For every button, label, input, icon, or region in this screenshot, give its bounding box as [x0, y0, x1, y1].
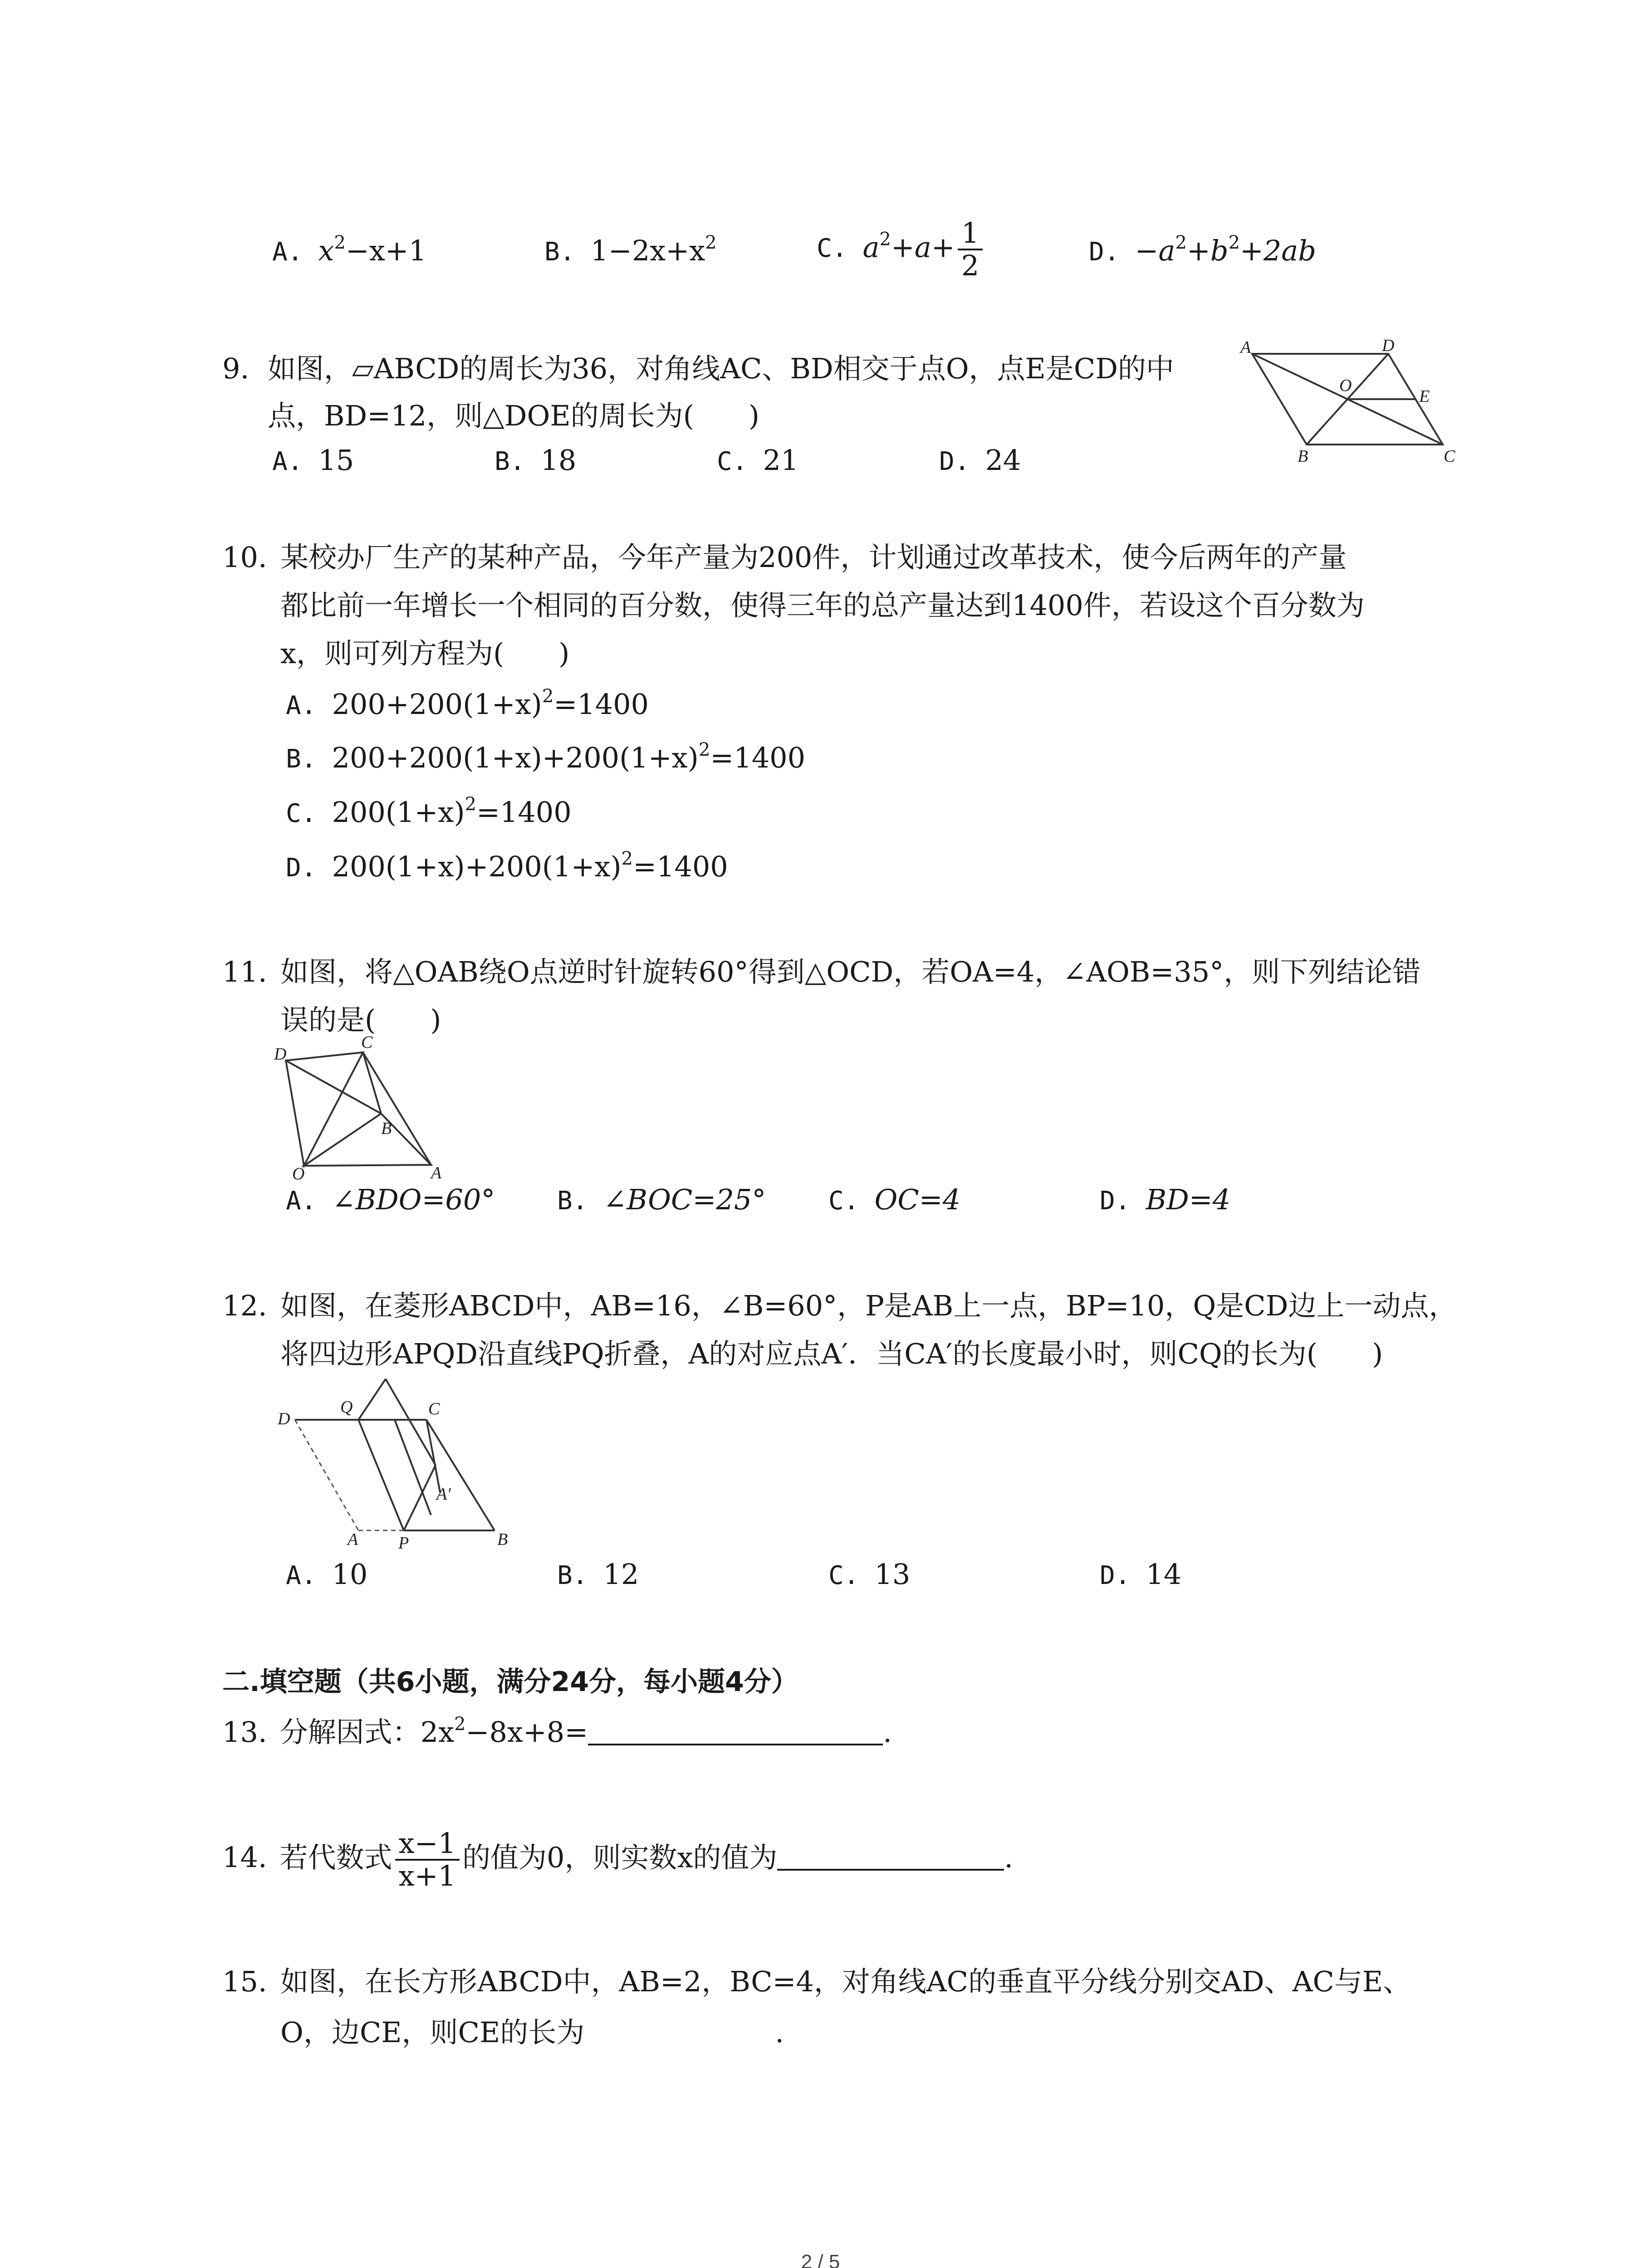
- q12-label-d: D: [278, 1409, 290, 1428]
- q10-line2: 都比前一年增长一个相同的百分数，使得三年的总产量达到1400件，若设这个百分数为: [280, 589, 1365, 622]
- q10-line3: x，则可列方程为( ): [280, 637, 570, 670]
- q10-option-b: B. $200+200(1+x)+200(1+x)^2=1400$: [286, 739, 806, 774]
- q8-option-b: B. $1-2x+x^2$: [544, 232, 717, 267]
- q12-option-a: A. 10: [286, 1558, 368, 1591]
- q9-option-a: A. 15: [272, 444, 354, 477]
- q12-label-c: C: [428, 1399, 440, 1418]
- q12-label-p: P: [398, 1534, 409, 1553]
- q11-label-b: B: [381, 1119, 392, 1138]
- q9-line2: 点，BD=12，则△DOE的周长为( ): [268, 399, 759, 432]
- q12-option-c: C. 13: [828, 1558, 911, 1591]
- q12-option-d: D. 14: [1100, 1558, 1182, 1591]
- q9-parallelogram-figure: [1234, 336, 1470, 472]
- q11-label-o: O: [292, 1164, 305, 1183]
- q12-label-q: Q: [340, 1398, 353, 1417]
- q12-line1: 如图，在菱形ABCD中，AB=16，∠B=60°，P是AB上一点，BP=10，Q是CD边上一动点，: [280, 1289, 1457, 1322]
- q11-label-c: C: [361, 1033, 373, 1052]
- q8-option-c: C. $a^2+a+$ $\frac{1}{2}$: [817, 218, 985, 281]
- q15-line1: 如图，在长方形ABCD中，AB=2，BC=4，对角线AC的垂直平分线分别交AD、AC与E、: [280, 1965, 1411, 1998]
- q8-option-d: D. $-a^2+b^2+2ab$: [1089, 232, 1316, 267]
- q11-option-b: B. ∠BOC=25°: [557, 1183, 766, 1216]
- q12-number: 12.: [222, 1289, 267, 1322]
- q9-label-a: A: [1240, 338, 1251, 357]
- q12-rhombus-figure: [272, 1365, 526, 1556]
- q12-label-a: A: [348, 1530, 358, 1549]
- q10-option-a: A. $200+200(1+x)^2=1400$: [286, 686, 649, 721]
- question-13: 13. 分解因式：$2x^2-8x+8=$ .: [222, 1714, 892, 1749]
- q11-option-a: A. ∠BDO=60°: [286, 1183, 495, 1216]
- q10-option-d: D. $200(1+x)+200(1+x)^2=1400$: [286, 848, 728, 883]
- q11-line2: 误的是( ): [280, 1003, 441, 1036]
- q11-label-d: D: [274, 1045, 287, 1064]
- q11-number: 11.: [222, 955, 267, 988]
- q11-rotation-figure: [272, 1033, 463, 1183]
- q9-line1: 如图，▱ABCD的周长为36，对角线AC、BD相交于点O，点E是CD的中: [268, 352, 1174, 385]
- q14-answer-blank[interactable]: [777, 1869, 1004, 1871]
- q9-option-c: C. 21: [717, 444, 799, 477]
- q12-label-b: B: [497, 1530, 508, 1549]
- q10-option-c: C. $200(1+x)^2=1400$: [286, 794, 572, 829]
- q11-option-d: D. BD=4: [1100, 1183, 1231, 1216]
- section-2-title: 二.填空题（共6小题，满分24分，每小题4分）: [222, 1666, 798, 1698]
- q10-number: 10.: [222, 541, 267, 574]
- q12-line2: 将四边形APQD沿直线PQ折叠，A的对应点A′．当CA′的长度最小时，则CQ的长为( ): [280, 1337, 1383, 1370]
- q11-option-c: C. OC=4: [828, 1183, 961, 1216]
- q9-option-b: B. 18: [495, 444, 577, 477]
- q15-number: 15.: [222, 1965, 267, 1998]
- q9-label-b: B: [1298, 447, 1308, 466]
- q14-fraction: $\frac{x-1}{x+1}$: [395, 1828, 460, 1892]
- page-number: 2 / 5: [801, 2251, 840, 2268]
- q12-label-a-prime: A′: [436, 1485, 451, 1504]
- q9-label-d: D: [1382, 336, 1395, 355]
- q8-option-a: A. $x^2-x+1$: [272, 232, 427, 267]
- q10-line1: 某校办厂生产的某种产品，今年产量为200件，计划通过改革技术，使今后两年的产量: [280, 541, 1347, 574]
- q13-answer-blank[interactable]: [588, 1744, 883, 1745]
- q15-line2: O，边CE，则CE的长为 .: [280, 2016, 784, 2049]
- question-14: 14. 若代数式 $\frac{x-1}{x+1}$ 的值为0，则实数x的值为 .: [222, 1827, 1014, 1893]
- q9-number: 9.: [222, 352, 250, 385]
- q11-label-a: A: [431, 1163, 442, 1183]
- q9-label-c: C: [1444, 447, 1455, 466]
- q9-label-o: O: [1339, 376, 1352, 395]
- q9-option-d: D. 24: [939, 444, 1021, 477]
- q11-line1: 如图，将△OAB绕O点逆时针旋转60°得到△OCD，若OA=4，∠AOB=35°，则下列结论错: [280, 955, 1421, 988]
- q12-option-b: B. 12: [557, 1558, 639, 1591]
- q9-label-e: E: [1419, 387, 1430, 406]
- q8-c-fraction: $\frac{1}{2}$: [958, 218, 983, 281]
